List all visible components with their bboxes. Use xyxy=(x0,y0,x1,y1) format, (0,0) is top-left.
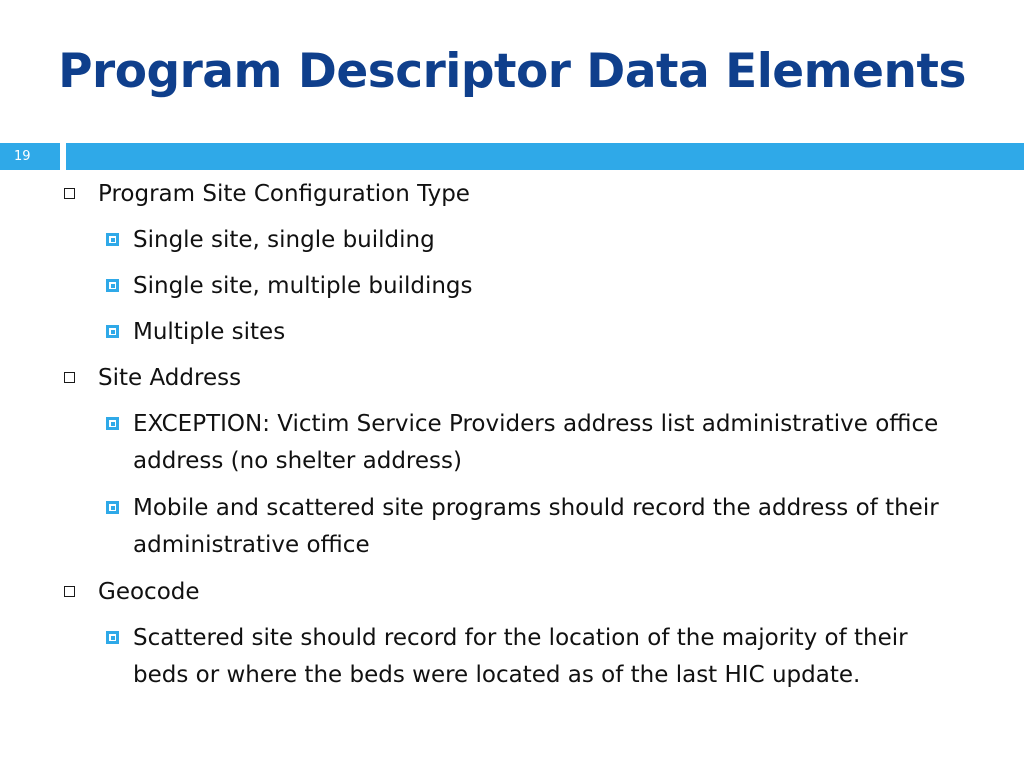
bullet-text: Scattered site should record for the location of the majority of their beds or where the beds were located as of the last HIC update. xyxy=(133,625,908,688)
bullet-level2 xyxy=(0,406,1024,480)
square-bullet-icon xyxy=(106,233,119,246)
bullet-text: Geocode xyxy=(98,579,200,605)
bullet-text: Single site, multiple buildings xyxy=(133,273,473,299)
bullet-text: Site Address xyxy=(98,365,242,391)
slide-content xyxy=(0,176,1024,704)
hollow-square-bullet-icon xyxy=(64,586,75,597)
hollow-square-bullet-icon xyxy=(64,372,75,383)
bullet-text: Single site, single building xyxy=(133,227,435,253)
bullet-level1 xyxy=(0,574,1024,610)
square-bullet-icon xyxy=(106,417,119,430)
square-bullet-icon xyxy=(106,631,119,644)
header-accent-bar xyxy=(66,143,1024,170)
square-bullet-icon xyxy=(106,279,119,292)
bullet-text: Program Site Configuration Type xyxy=(98,181,470,207)
bullet-text: Mobile and scattered site programs should record the address of their administrative office xyxy=(133,495,939,558)
bullet-level2 xyxy=(0,314,1024,350)
square-bullet-icon xyxy=(106,325,119,338)
bullet-level2 xyxy=(0,620,1024,694)
bullet-level1 xyxy=(0,360,1024,396)
hollow-square-bullet-icon xyxy=(64,188,75,199)
bullet-level2 xyxy=(0,222,1024,258)
slide-title: Program Descriptor Data Elements xyxy=(58,44,966,99)
slide-number: 19 xyxy=(0,143,60,170)
bullet-level2 xyxy=(0,490,1024,564)
bullet-level1 xyxy=(0,176,1024,212)
square-bullet-icon xyxy=(106,501,119,514)
bullet-text: EXCEPTION: Victim Service Providers address list administrative office address (no shelter address) xyxy=(133,411,939,474)
bullet-level2 xyxy=(0,268,1024,304)
bullet-text: Multiple sites xyxy=(133,319,286,345)
